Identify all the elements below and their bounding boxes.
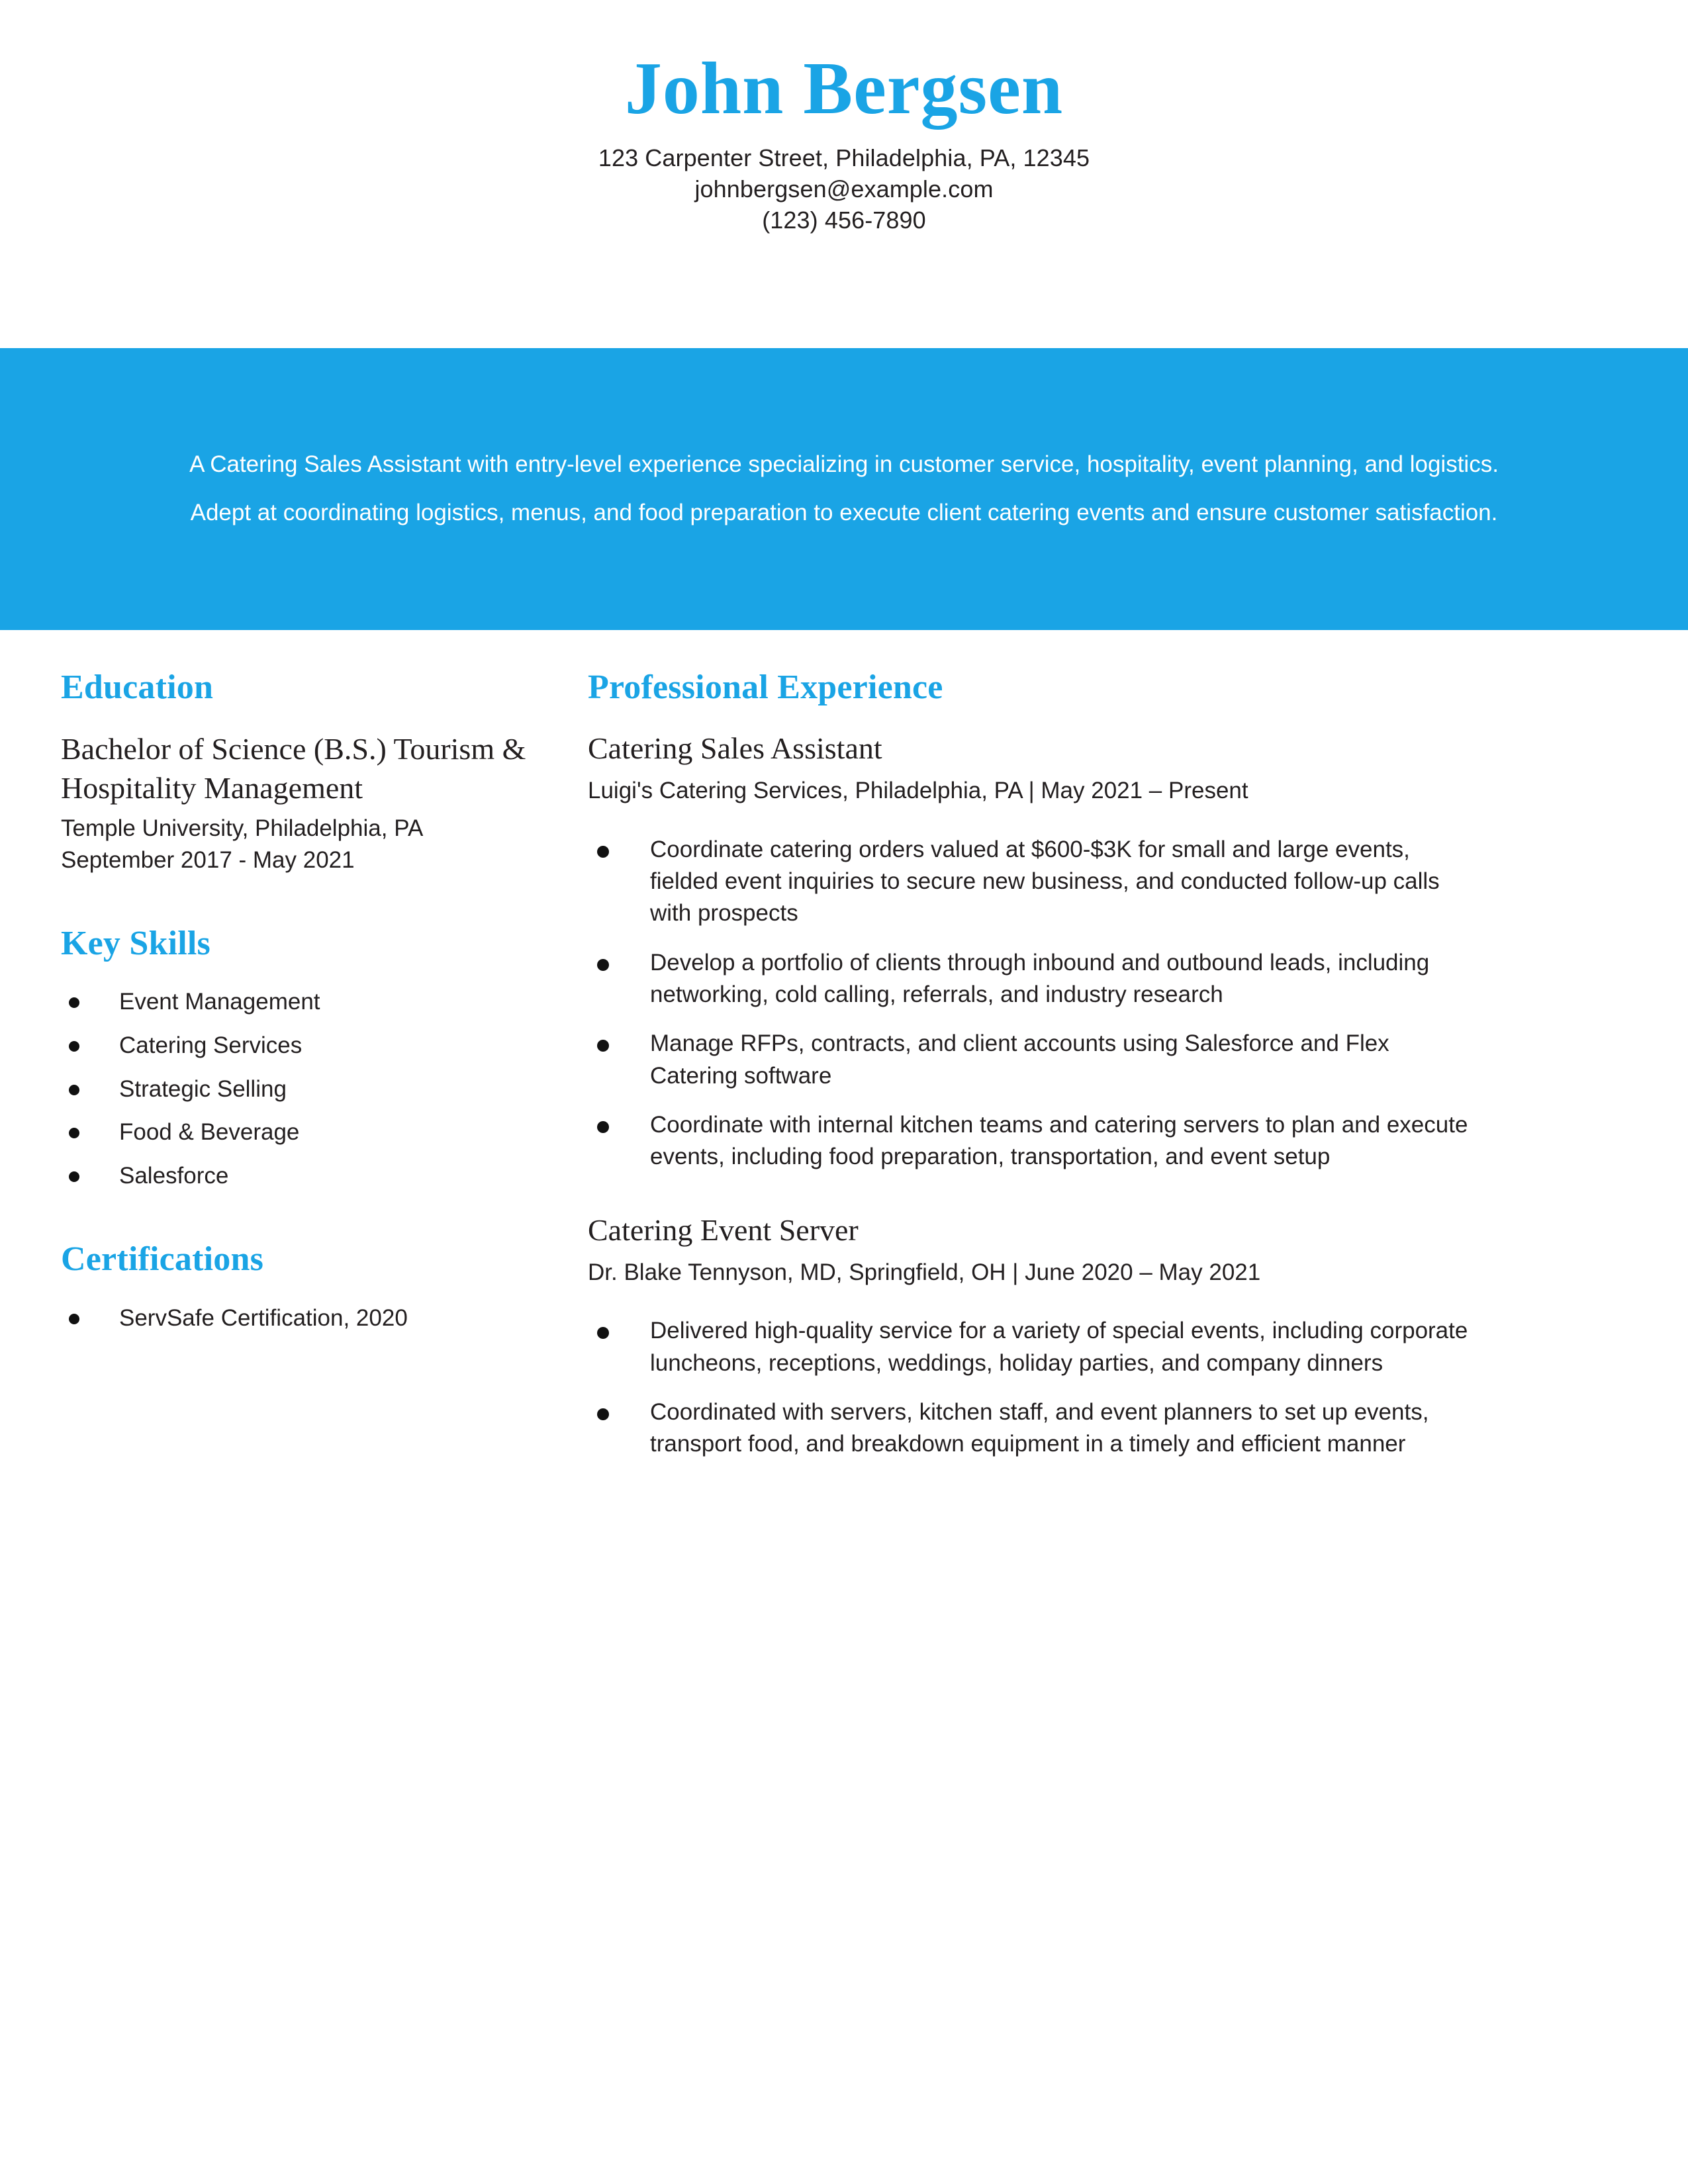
certifications-section	[61, 1240, 556, 1334]
education-school: Temple University, Philadelphia, PA	[61, 815, 424, 841]
job-bullet-list	[588, 1315, 1470, 1460]
right-column	[556, 668, 1688, 1502]
key-skills-list	[61, 986, 556, 1191]
job-employer-dates: Dr. Blake Tennyson, MD, Springfield, OH | June 2020 – May 2021	[588, 1259, 1261, 1285]
education-entry	[61, 730, 556, 876]
list-item: Food & Beverage	[61, 1116, 556, 1148]
job-employer-dates: Luigi's Catering Services, Philadelphia, PA | May 2021 – Present	[588, 778, 1248, 804]
contact-address: 123 Carpenter Street, Philadelphia, PA, 12345	[598, 144, 1090, 171]
left-column	[0, 668, 556, 1383]
contact-phone: (123) 456-7890	[762, 206, 926, 234]
experience-section	[588, 668, 1470, 1460]
job-title: Catering Sales Assistant	[588, 731, 882, 766]
list-item: Salesforce	[61, 1160, 556, 1192]
certifications-list	[61, 1302, 556, 1334]
resume-header	[0, 0, 1688, 236]
contact-email: johnbergsen@example.com	[694, 175, 994, 203]
job-title: Catering Event Server	[588, 1212, 859, 1247]
certifications-heading: Certifications	[61, 1240, 264, 1279]
list-item: Develop a portfolio of clients through inbound and outbound leads, including networking, cold calling, referrals, and industry research	[588, 947, 1470, 1011]
experience-heading: Professional Experience	[588, 668, 943, 706]
education-heading: Education	[61, 668, 214, 706]
education-dates: September 2017 - May 2021	[61, 846, 355, 873]
profile-summary-text: A Catering Sales Assistant with entry-level experience specializing in customer service, hospitality, event planning, and logistics. Adept at coordinating logistics, menus, and food preparation to execute client catering events and ensure customer satisfaction.	[189, 451, 1499, 525]
list-item: Event Management	[61, 986, 556, 1018]
experience-job	[588, 730, 1470, 1173]
profile-summary-banner	[0, 348, 1688, 630]
key-skills-section	[61, 925, 556, 1191]
list-item: Delivered high-quality service for a variety of special events, including corporate luncheons, receptions, weddings, holiday parties, and company dinners	[588, 1315, 1470, 1379]
list-item: Catering Services	[61, 1030, 556, 1062]
list-item: Strategic Selling	[61, 1073, 556, 1105]
list-item: Coordinated with servers, kitchen staff, and event planners to set up events, transport food, and breakdown equipment in a timely and efficient manner	[588, 1396, 1470, 1461]
candidate-name: John Bergsen	[624, 48, 1064, 130]
key-skills-heading: Key Skills	[61, 925, 211, 963]
list-item: Coordinate catering orders valued at $600-$3K for small and large events, fielded event inquiries to secure new business, and conducted follow-up calls with prospects	[588, 834, 1470, 930]
education-section	[61, 668, 556, 876]
education-degree: Bachelor of Science (B.S.) Tourism & Hospitality Management	[61, 732, 526, 805]
list-item: Manage RFPs, contracts, and client accounts using Salesforce and Flex Catering software	[588, 1028, 1470, 1092]
experience-job	[588, 1212, 1470, 1461]
list-item: ServSafe Certification, 2020	[61, 1302, 556, 1334]
list-item: Coordinate with internal kitchen teams and catering servers to plan and execute events, including food preparation, transportation, and event setup	[588, 1109, 1470, 1173]
job-bullet-list	[588, 834, 1470, 1173]
resume-body	[0, 668, 1688, 1502]
